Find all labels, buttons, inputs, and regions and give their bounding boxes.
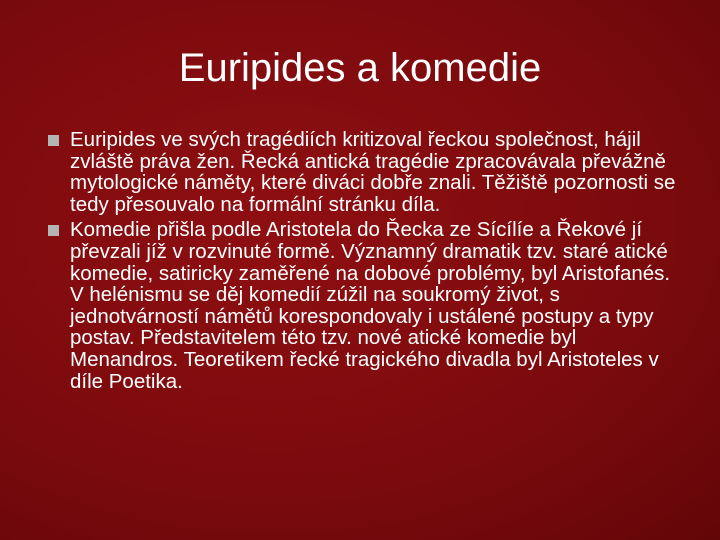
bullet-item [48,129,688,215]
bullet-item [48,219,688,392]
slide-title: Euripides a komedie [178,46,542,90]
square-bullet-icon [48,225,59,236]
bullet-text: Euripides ve svých tragédiích kritizoval řeckou společnost, hájil zvláště práva žen. Řecká antická tragédie zpracovávala převážně mytologické náměty, které diváci dobře znali. Těžiště pozornosti se tedy přesouvalo na formální stránku díla. [70,128,676,216]
square-bullet-icon [48,135,59,146]
bullet-list [48,129,688,396]
bullet-text: Komedie přišla podle Aristotela do Řecka ze Sícílíe a Řekové jí převzali jíž v rozvinuté formě. Významný dramatik tzv. staré atické komedie, satiricky zaměřené na dobové problémy, byl Aristofanés. V helénismu se děj komedií zúžil na soukromý život, s jednotvárností námětů korespondovaly i ustálené postupy a typy postav. Představitelem této tzv. nové atické komedie byl Menandros. Teoretikem řecké tragického divadla byl Aristoteles v díle Poetika. [70,218,671,393]
